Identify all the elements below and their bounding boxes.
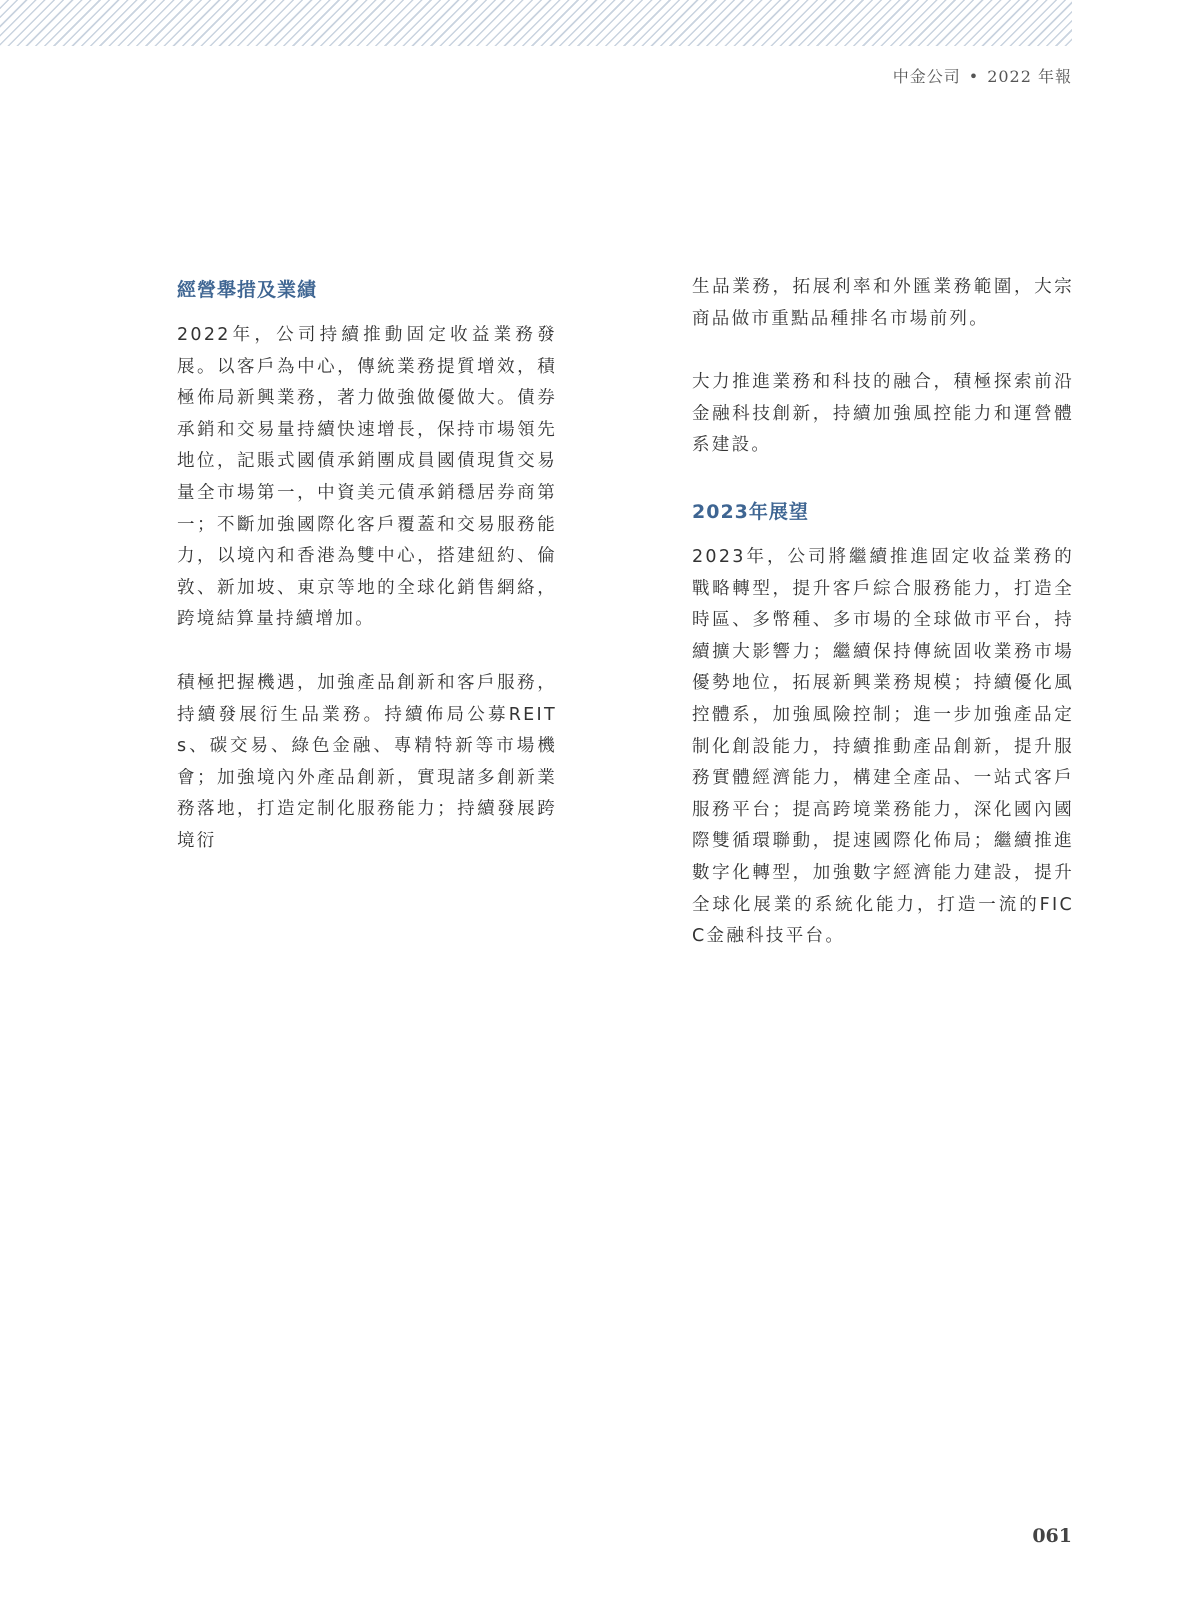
- running-header: [893, 64, 1072, 87]
- paragraph: 大力推進業務和科技的融合，積極探索前沿金融科技創新，持續加強風控能力和運營體系建設。: [692, 372, 1074, 456]
- decorative-hatch-band: [0, 0, 1072, 46]
- company-name: 中金公司: [892, 67, 961, 86]
- paragraph: 2022年，公司持續推動固定收益業務發展。以客戶為中心，傳統業務提質增效，積極佈局新興業務，著力做強做優做大。債券承銷和交易量持續快速增長，保持市場領先地位，記賬式國債承銷團成員國債現貨交易量全市場第一，中資美元債承銷穩居券商第一；不斷加強國際化客戶覆蓋和交易服務能力，以境內和香港為雙中心，搭建紐約、倫敦、新加坡、東京等地的全球化銷售網絡，跨境結算量持續增加。: [177, 325, 557, 630]
- paragraph: 積極把握機遇，加強產品創新和客戶服務，持續發展衍生品業務。持續佈局公募REITs、碳交易、綠色金融、專精特新等市場機會；加強境內外產品創新，實現諸多創新業務落地，打造定制化服務能力；持續發展跨境衍: [177, 672, 557, 851]
- right-column: [692, 272, 1074, 985]
- left-column: [177, 272, 557, 890]
- page-number: 061: [1032, 1525, 1072, 1547]
- paragraph: 生品業務，拓展利率和外匯業務範圍，大宗商品做市重點品種排名市場前列。: [692, 277, 1074, 329]
- section-heading-operations: 經營舉措及業績: [177, 279, 318, 301]
- section-heading-outlook: 2023年展望: [692, 500, 809, 523]
- header-bullet: •: [968, 67, 980, 86]
- paragraph: 2023年，公司將繼續推進固定收益業務的戰略轉型，提升客戶綜合服務能力，打造全時區、多幣種、多市場的全球做市平台，持續擴大影響力；繼續保持傳統固收業務市場優勢地位，拓展新興業務規模；持續優化風控體系，加強風險控制；進一步加強產品定制化創設能力，持續推動產品創新，提升服務實體經濟能力，構建全產品、一站式客戶服務平台；提高跨境業務能力，深化國內國際雙循環聯動，提速國際化佈局；繼續推進數字化轉型，加強數字經濟能力建設，提升全球化展業的系統化能力，打造一流的FICC金融科技平台。: [692, 546, 1074, 947]
- report-title: 2022 年報: [987, 67, 1072, 86]
